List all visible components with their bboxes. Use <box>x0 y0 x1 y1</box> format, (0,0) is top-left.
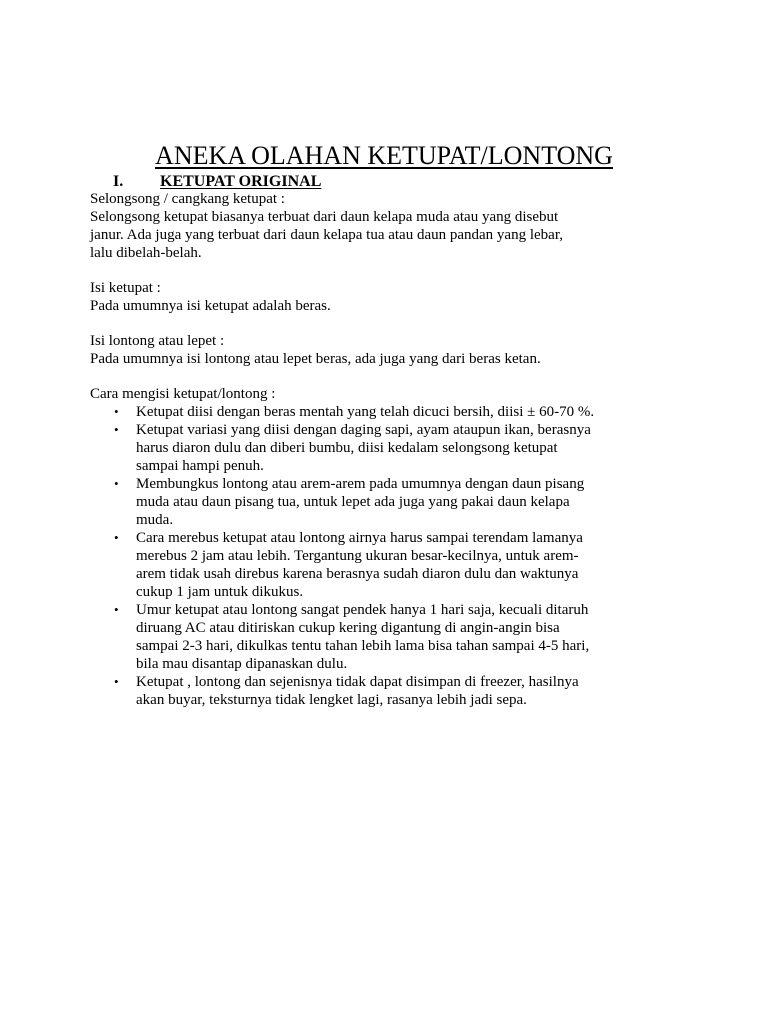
document-title: ANEKA OLAHAN KETUPAT/LONTONG <box>155 141 613 170</box>
paragraph-line: Selongsong ketupat biasanya terbuat dari daun kelapa muda atau yang disebut <box>90 209 559 225</box>
list-item-line: Ketupat variasi yang diisi dengan daging sapi, ayam ataupun ikan, berasnya <box>136 422 591 438</box>
list-item-line: cukup 1 jam untuk dikukus. <box>136 584 304 600</box>
list-item <box>90 475 690 529</box>
paragraph-heading-isi-ketupat: Isi ketupat : <box>90 280 161 296</box>
section-title: KETUPAT ORIGINAL <box>160 173 322 190</box>
bullet-list <box>90 403 690 709</box>
bullet-icon: • <box>114 674 119 689</box>
list-item <box>90 421 690 475</box>
list-item-line: harus diaron dulu dan diberi bumbu, diisi kedalam selongsong ketupat <box>136 440 558 456</box>
section-number: I. <box>113 173 124 190</box>
list-item <box>90 403 690 421</box>
list-item-line: muda atau daun pisang tua, untuk lepet ada juga yang pakai daun kelapa <box>136 494 570 510</box>
list-item <box>90 673 690 709</box>
bullet-icon: • <box>114 530 119 545</box>
paragraph-heading-cara-mengisi: Cara mengisi ketupat/lontong : <box>90 386 276 402</box>
list-item-line: akan buyar, teksturnya tidak lengket lagi, rasanya lebih jadi sepa. <box>136 692 527 708</box>
list-item-line: sampai 2-3 hari, dikulkas tentu tahan lebih lama bisa tahan sampai 4-5 hari, <box>136 638 590 654</box>
list-item-line: muda. <box>136 512 174 528</box>
bullet-icon: • <box>114 404 119 419</box>
list-item-line: Membungkus lontong atau arem-arem pada umumnya dengan daun pisang <box>136 476 585 492</box>
bullet-icon: • <box>114 476 119 491</box>
list-item-line: Ketupat , lontong dan sejenisnya tidak dapat disimpan di freezer, hasilnya <box>136 674 579 690</box>
list-item-line: Umur ketupat atau lontong sangat pendek hanya 1 hari saja, kecuali ditaruh <box>136 602 589 618</box>
list-item-line: merebus 2 jam atau lebih. Tergantung ukuran besar-kecilnya, untuk arem- <box>136 548 579 564</box>
list-item <box>90 529 690 601</box>
list-item <box>90 601 690 673</box>
bullet-icon: • <box>114 602 119 617</box>
list-item-line: diruang AC atau ditiriskan cukup kering digantung di angin-angin bisa <box>136 620 560 636</box>
paragraph-line: janur. Ada juga yang terbuat dari daun kelapa tua atau daun pandan yang lebar, <box>90 227 563 243</box>
paragraph-line: lalu dibelah-belah. <box>90 245 202 261</box>
list-item-line: Cara merebus ketupat atau lontong airnya harus sampai terendam lamanya <box>136 530 583 546</box>
list-item-line: sampai hampi penuh. <box>136 458 264 474</box>
paragraph-heading-isi-lontong: Isi lontong atau lepet : <box>90 333 225 349</box>
bullet-icon: • <box>114 422 119 437</box>
list-item-line: Ketupat diisi dengan beras mentah yang telah dicuci bersih, diisi ± 60-70 %. <box>136 404 595 420</box>
list-item-line: arem tidak usah direbus karena berasnya sudah diaron dulu dan waktunya <box>136 566 579 582</box>
paragraph-line: Pada umumnya isi lontong atau lepet beras, ada juga yang dari beras ketan. <box>90 351 541 367</box>
paragraph-heading-selongsong: Selongsong / cangkang ketupat : <box>90 191 285 207</box>
list-item-line: bila mau disantap dipanaskan dulu. <box>136 656 348 672</box>
paragraph-line: Pada umumnya isi ketupat adalah beras. <box>90 298 331 314</box>
